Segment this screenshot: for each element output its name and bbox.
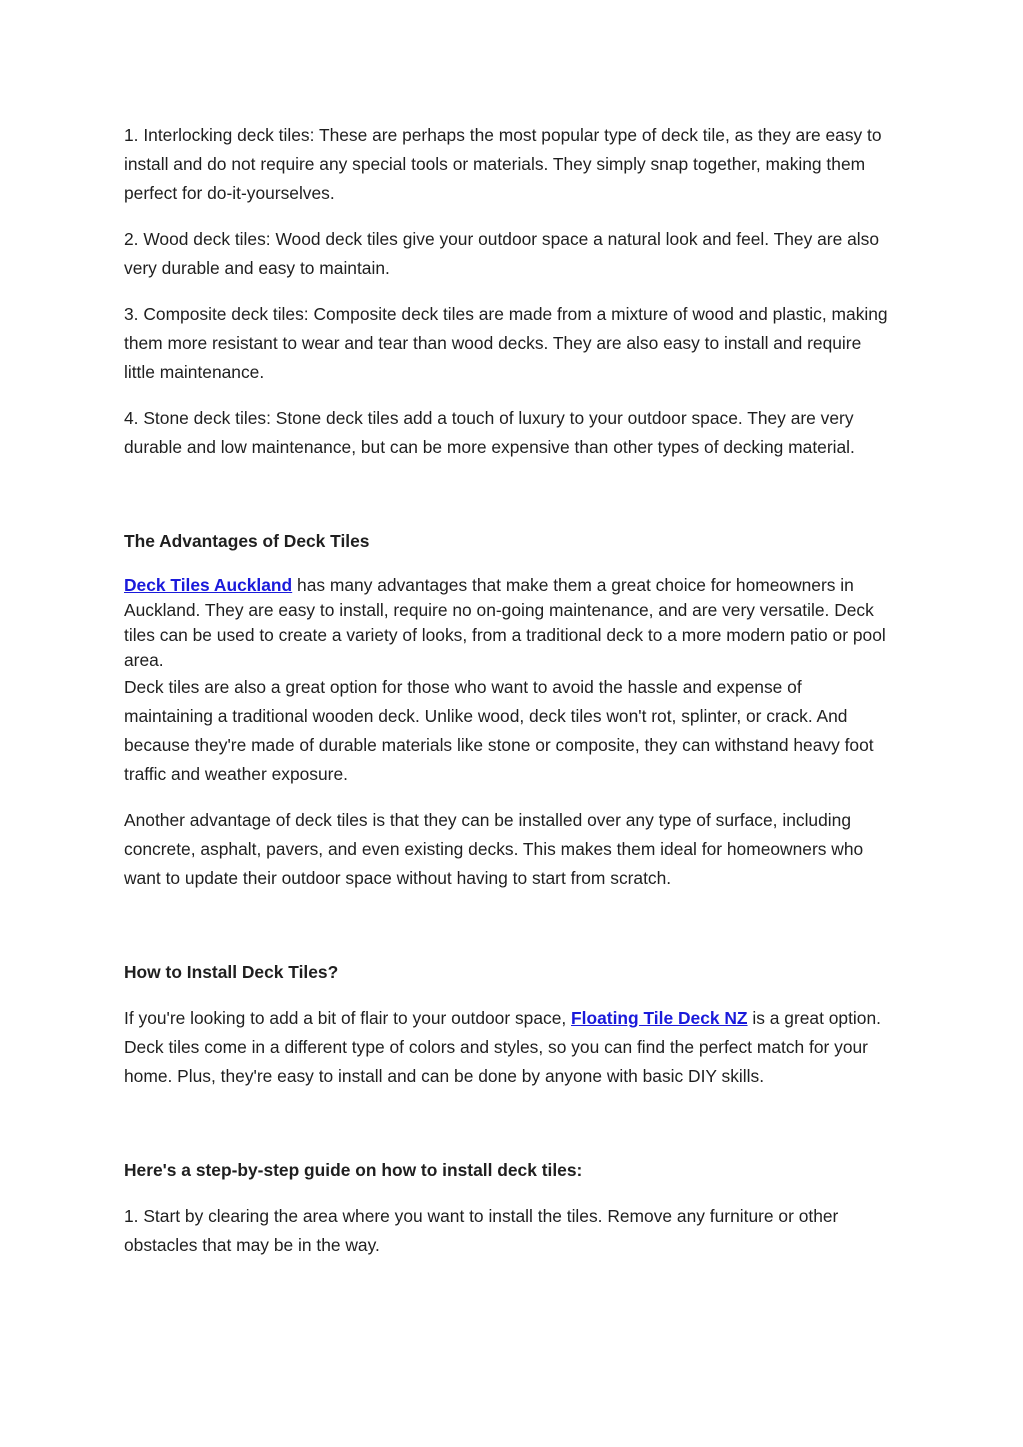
- deck-tiles-auckland-link[interactable]: Deck Tiles Auckland: [124, 575, 293, 595]
- deck-type-stone: 4. Stone deck tiles: Stone deck tiles add a touch of luxury to your outdoor space. They are very durable and low maintenance, but can be more expensive than other types of decking material.: [124, 408, 855, 457]
- install-intro-after: is a great option. Deck tiles come in a different type of colors and styles, so you can find the perfect match for your home. Plus, they're easy to install and can be done by anyone with basic DIY skills.: [124, 1008, 881, 1086]
- advantages-intro: [124, 573, 894, 673]
- deck-type-interlocking: 1. Interlocking deck tiles: These are perhaps the most popular type of deck tile, as they are easy to install and do not require any special tools or materials. They simply snap together, making them perfect for do-it-yourselves.: [124, 125, 882, 203]
- floating-tile-deck-nz-link[interactable]: Floating Tile Deck NZ: [571, 1008, 748, 1028]
- deck-type-wood: 2. Wood deck tiles: Wood deck tiles give your outdoor space a natural look and feel. They are also very durable and easy to maintain.: [124, 229, 879, 278]
- install-intro-before: If you're looking to add a bit of flair to your outdoor space,: [124, 1008, 572, 1028]
- section-gap: [124, 1108, 894, 1156]
- document-page: [124, 121, 894, 1277]
- advantages-intro-text: has many advantages that make them a great choice for homeowners in Auckland. They are easy to install, require no on-going maintenance, and are very versatile. Deck tiles can be used to create a variety of looks, from a traditional deck to a more modern patio or pool area.: [124, 575, 886, 670]
- install-heading: How to Install Deck Tiles?: [124, 962, 339, 982]
- section-gap: [124, 910, 894, 958]
- install-intro: [124, 1004, 894, 1091]
- advantages-para-3: Another advantage of deck tiles is that they can be installed over any type of surface, including concrete, asphalt, pavers, and even existing decks. This makes them ideal for homeowners who want to update their outdoor space without having to start from scratch.: [124, 810, 864, 888]
- deck-type-composite: 3. Composite deck tiles: Composite deck tiles are made from a mixture of wood and plastic, making them more resistant to wear and tear than wood decks. They are also easy to install and require little maintenance.: [124, 304, 888, 382]
- guide-step-1: 1. Start by clearing the area where you want to install the tiles. Remove any furniture or other obstacles that may be in the way.: [124, 1206, 839, 1255]
- guide-heading: Here's a step-by-step guide on how to install deck tiles:: [124, 1160, 583, 1180]
- advantages-para-2: Deck tiles are also a great option for those who want to avoid the hassle and expense of maintaining a traditional wooden deck. Unlike wood, deck tiles won't rot, splinter, or crack. And because they're made of durable materials like stone or composite, they can withstand heavy foot traffic and weather exposure.: [124, 677, 874, 784]
- section-gap: [124, 479, 894, 527]
- advantages-heading: The Advantages of Deck Tiles: [124, 531, 370, 551]
